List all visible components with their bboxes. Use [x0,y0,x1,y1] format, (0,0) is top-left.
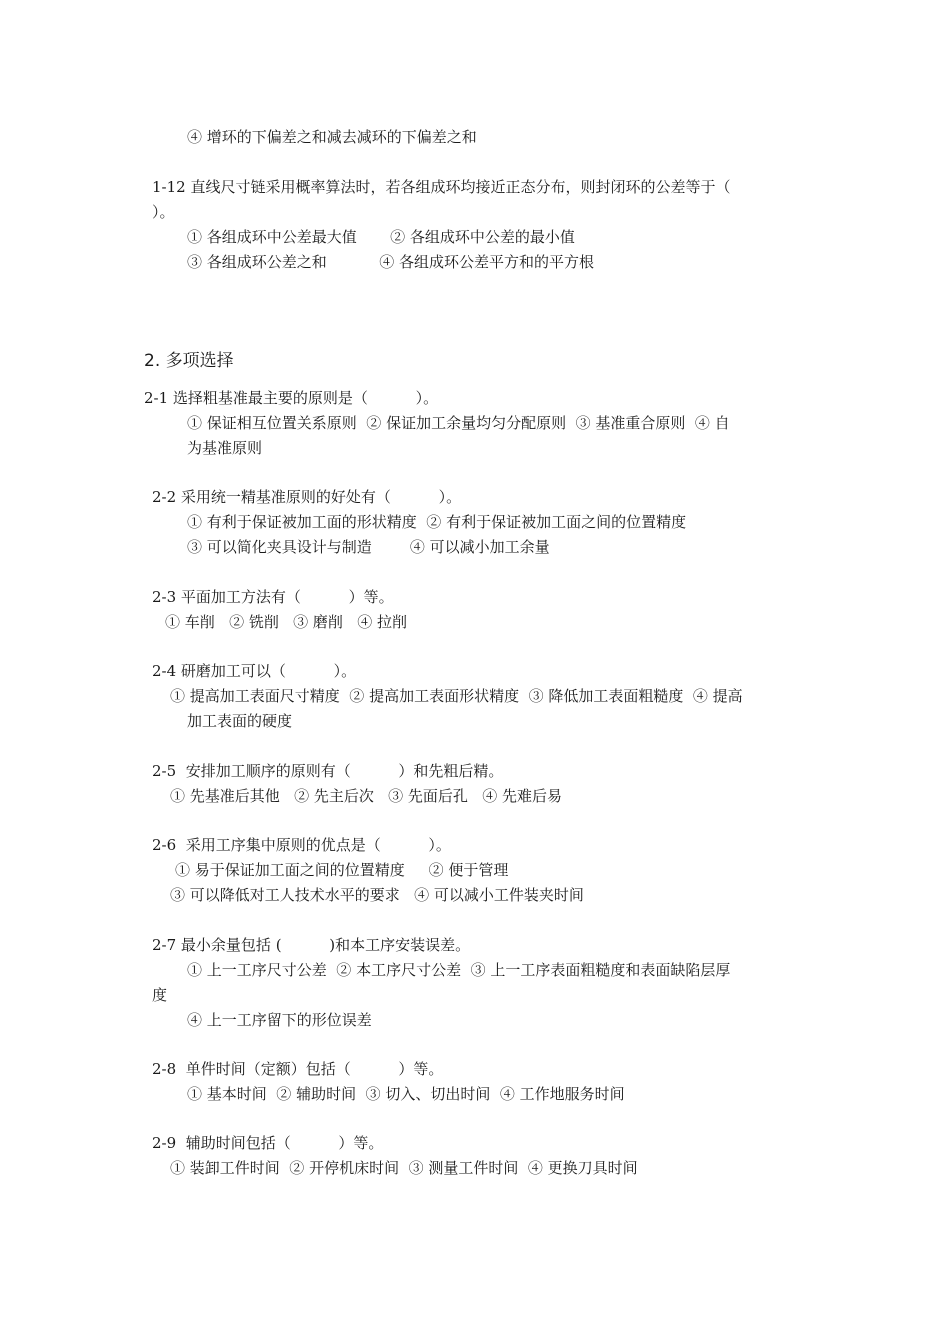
q2-7-stem: 2-7 最小余量包括 ( )和本工序安装误差。 [152,936,471,954]
q2-2-options-1-2: ① 有利于保证被加工面的形状精度 ② 有利于保证被加工面之间的位置精度 [187,513,687,531]
q1-12-options-3-4: ③ 各组成环公差之和 ④ 各组成环公差平方和的平方根 [187,253,594,271]
q2-6-options-3-4: ③ 可以降低对工人技术水平的要求 ④ 可以减小工件装夹时间 [170,886,584,904]
q2-7-options-1-3: ① 上一工序尺寸公差 ② 本工序尺寸公差 ③ 上一工序表面粗糙度和表面缺陷层厚 [187,961,731,979]
q2-9-stem: 2-9 辅助时间包括（ ）等。 [152,1134,384,1152]
q2-8-stem: 2-8 单件时间（定额）包括（ ）等。 [152,1060,444,1078]
q2-2-options-3-4: ③ 可以简化夹具设计与制造 ④ 可以减小加工余量 [187,538,550,556]
q2-8-options: ① 基本时间 ② 辅助时间 ③ 切入、切出时间 ④ 工作地服务时间 [187,1085,625,1103]
q1-12-options-1-2: ① 各组成环中公差最大值 ② 各组成环中公差的最小值 [187,228,575,246]
q2-5-stem: 2-5 安排加工顺序的原则有（ ）和先粗后精。 [152,762,504,780]
q2-1-options-continued: 为基准原则 [187,439,263,457]
q2-9-options: ① 装卸工件时间 ② 开停机床时间 ③ 测量工件时间 ④ 更换刀具时间 [170,1159,638,1177]
q2-1-options: ① 保证相互位置关系原则 ② 保证加工余量均匀分配原则 ③ 基准重合原则 ④ 自 [187,414,730,432]
q2-3-stem: 2-3 平面加工方法有（ ）等。 [152,588,394,606]
q2-4-options-continued: 加工表面的硬度 [187,712,293,730]
q2-3-options: ① 车削 ② 铣削 ③ 磨削 ④ 拉削 [165,613,407,631]
q2-4-options: ① 提高加工表面尺寸精度 ② 提高加工表面形状精度 ③ 降低加工表面粗糙度 ④ 提高 [170,687,743,705]
q2-1-stem: 2-1 选择粗基准最主要的原则是（ ）。 [144,389,439,407]
q2-5-options: ① 先基准后其他 ② 先主后次 ③ 先面后孔 ④ 先难后易 [170,787,562,805]
q1-12-stem-continued: ）。 [152,203,175,221]
q2-2-stem: 2-2 采用统一精基准原则的好处有（ ）。 [152,488,462,506]
q2-7-option-4: ④ 上一工序留下的形位误差 [187,1011,372,1029]
q1-12-stem: 1-12 直线尺寸链采用概率算法时，若各组成环均接近正态分布，则封闭环的公差等于（ [152,178,731,196]
section-title-multiple-choice: 2. 多项选择 [144,351,234,371]
q2-7-options-continued: 度 [152,986,168,1004]
q2-4-stem: 2-4 研磨加工可以（ ）。 [152,662,357,680]
q2-6-options-1-2: ① 易于保证加工面之间的位置精度 ② 便于管理 [175,861,509,879]
q1-11-option-4: ④ 增环的下偏差之和减去减环的下偏差之和 [187,128,477,146]
q2-6-stem: 2-6 采用工序集中原则的优点是（ ）。 [152,836,451,854]
